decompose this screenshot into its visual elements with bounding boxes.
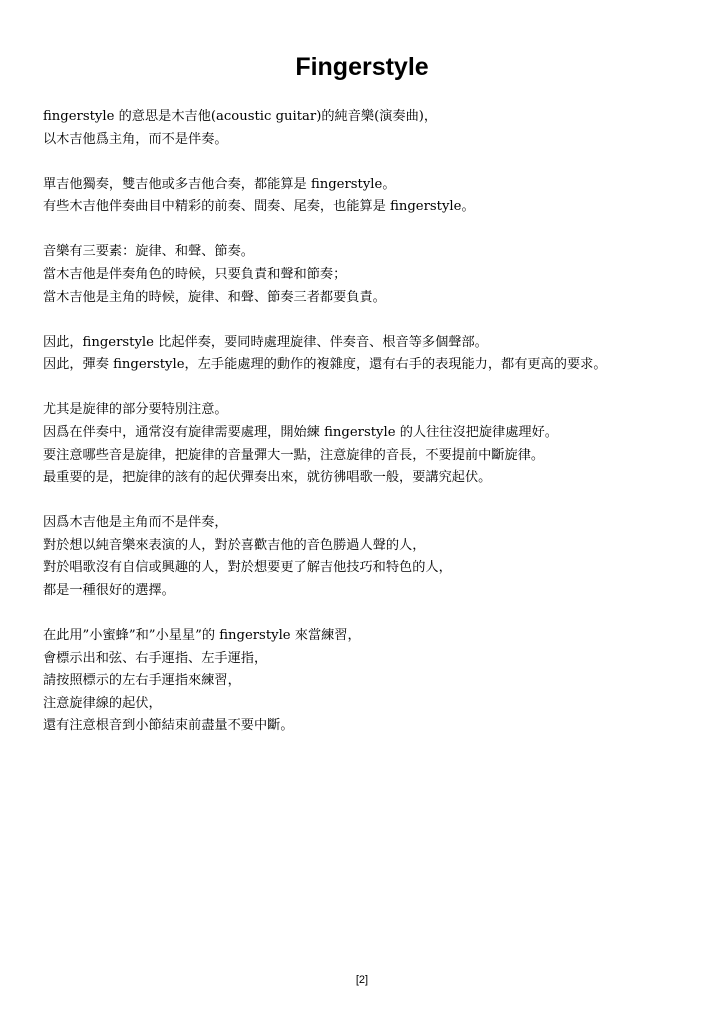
text-line: 對於唱歌沒有自信或興趣的人，對於想要更了解吉他技巧和特色的人， bbox=[43, 560, 452, 576]
text-line: 在此用”小蜜蜂”和”小星星”的 fingerstyle 來當練習， bbox=[43, 628, 361, 644]
text-line: 因爲木吉他是主角而不是伴奏， bbox=[43, 515, 228, 531]
paragraph-practice-songs bbox=[43, 625, 703, 738]
text-line: 有些木吉他伴奏曲目中精彩的前奏、間奏、尾奏，也能算是 fingerstyle。 bbox=[43, 199, 475, 215]
page-title: Fingerstyle bbox=[295, 53, 429, 81]
text-line: 最重要的是，把旋律的該有的起伏彈奏出來，就彷彿唱歌一般，要講究起伏。 bbox=[43, 470, 492, 486]
text-line: 注意旋律線的起伏， bbox=[43, 695, 162, 711]
text-line: 音樂有三要素：旋律、和聲、節奏。 bbox=[43, 244, 254, 260]
text-line: 因爲在伴奏中，通常沒有旋律需要處理，開始練 fingerstyle 的人往往沒把旋律處理好。 bbox=[43, 424, 558, 440]
text-line: fingerstyle 的意思是木吉他(acoustic guitar)的純音樂(演奏曲)， bbox=[43, 109, 438, 124]
text-line: 請按照標示的左右手運指來練習， bbox=[43, 673, 241, 689]
paragraph-good-choice bbox=[43, 512, 703, 602]
text-line: 要注意哪些音是旋律，把旋律的音量彈大一點，注意旋律的音長，不要提前中斷旋律。 bbox=[43, 447, 545, 463]
text-line: 單吉他獨奏，雙吉他或多吉他合奏，都能算是 fingerstyle。 bbox=[43, 176, 396, 192]
text-line: 當木吉他是主角的時候，旋律、和聲、節奏三者都要負責。 bbox=[43, 289, 386, 305]
text-line: 還有注意根音到小節結束前盡量不要中斷。 bbox=[43, 718, 294, 734]
text-line: 會標示出和弦、右手運指、左手運指， bbox=[43, 650, 268, 666]
text-line: 因此，fingerstyle 比起伴奏，要同時處理旋律、伴奏音、根音等多個聲部。 bbox=[43, 334, 488, 350]
paragraph-melody-attention bbox=[43, 399, 703, 489]
text-line: 都是一種很好的選擇。 bbox=[43, 583, 175, 598]
text-line: 因此，彈奏 fingerstyle，左手能處理的動作的複雜度，還有右手的表現能力，都有更高的要求。 bbox=[43, 357, 607, 373]
text-line: 對於想以純音樂來表演的人，對於喜歡吉他的音色勝過人聲的人， bbox=[43, 537, 426, 553]
paragraph-what-is-fingerstyle bbox=[43, 106, 703, 151]
paragraph-three-elements bbox=[43, 241, 703, 309]
text-line: 以木吉他爲主角，而不是伴奏。 bbox=[43, 131, 228, 147]
text-line: 尤其是旋律的部分要特別注意。 bbox=[43, 402, 228, 418]
body-text bbox=[43, 106, 703, 761]
paragraph-multiple-voices bbox=[43, 332, 703, 377]
page-number: [2] bbox=[355, 974, 369, 986]
text-line: 當木吉他是伴奏角色的時候，只要負責和聲和節奏； bbox=[43, 266, 347, 282]
paragraph-solo-and-duet bbox=[43, 174, 703, 219]
